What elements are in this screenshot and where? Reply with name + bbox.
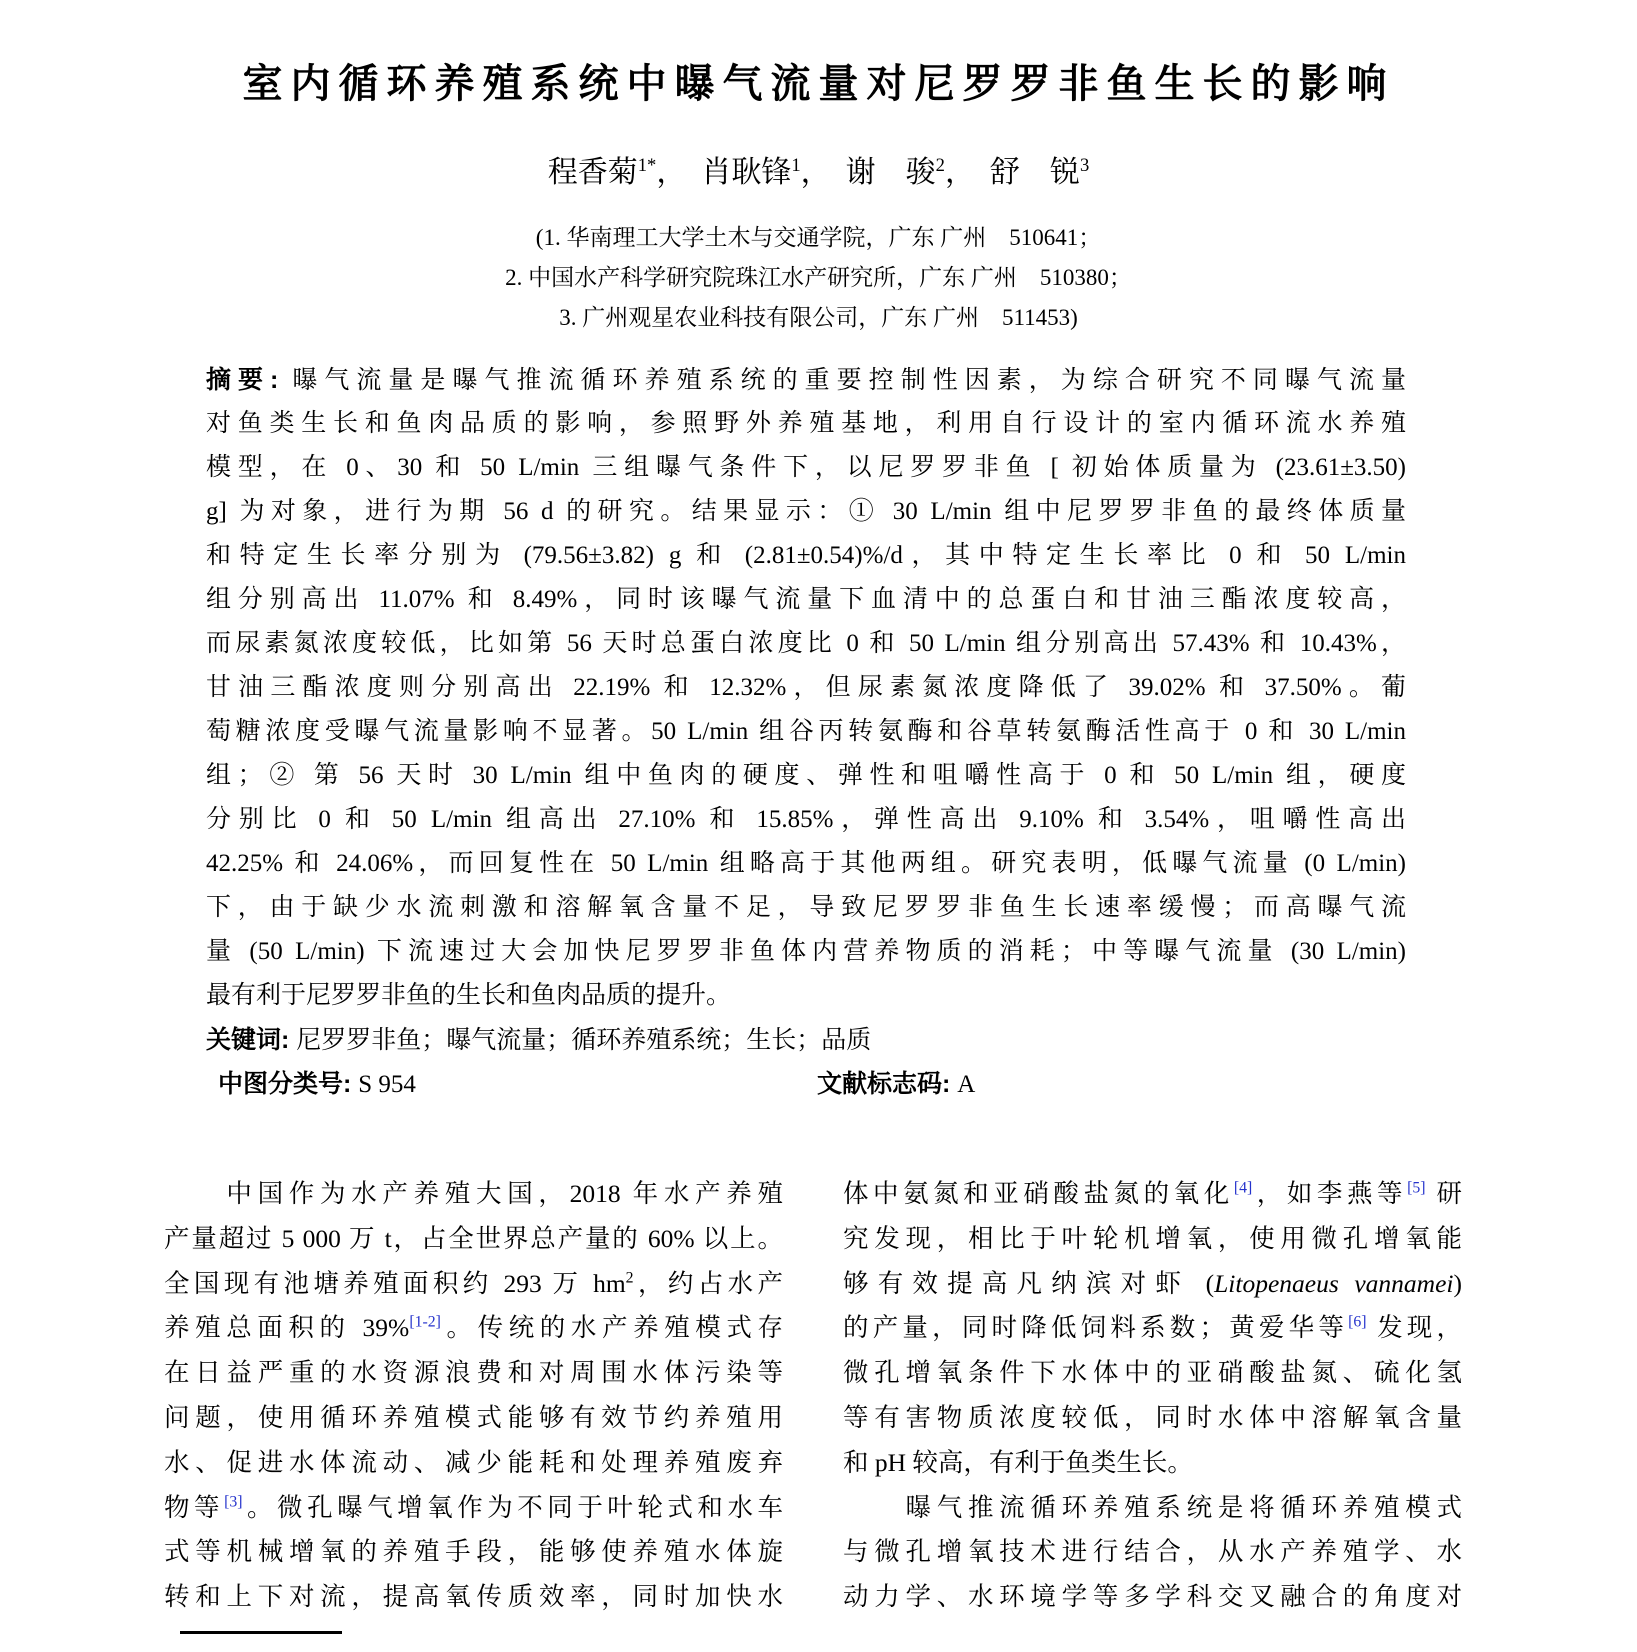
keywords-label: 关键词: [206,1026,297,1054]
abstract-line [206,446,1406,490]
abstract-line [206,842,1406,886]
text-segment: 产量超过 5 000 万 t，占全世界总产量的 60% 以上。 [164,1223,783,1253]
body-line [843,1530,1462,1575]
text-segment: 曝气流量是曝气推流循环养殖系统的重要控制性因素，为综合研究不同曝气流量 [292,367,1406,394]
right-column [843,1172,1462,1620]
abstract-line [206,754,1406,798]
text-segment: 。传统的水产养殖模式存 [440,1313,783,1343]
text-segment: 甘油三酯浓度则分别高出 22.19% 和 12.32%，但尿素氮浓度降低了 39.02% 和 37.50%。葡 [206,674,1406,701]
species-latin-name: Litopenaeus vannamei [1214,1268,1454,1298]
body-line [164,1575,783,1620]
keywords-line [206,1018,1406,1063]
body-line [164,1351,783,1396]
text-segment: 最有利于尼罗罗非鱼的生长和鱼肉品质的提升。 [206,982,732,1009]
abstract-section [206,358,1406,1018]
body-line [164,1530,783,1575]
text-segment: 养殖总面积的 39% [164,1313,410,1343]
text-segment: 组；② 第 56 天时 30 L/min 组中鱼肉的硬度、弹性和咀嚼性高于 0 和 50 L/min 组，硬度 [206,762,1406,789]
abstract-line [206,358,1406,402]
abstract-line [206,886,1406,930]
affiliation-line [0,218,1637,258]
body-line [164,1172,783,1217]
superscript: 2 [935,155,945,176]
body-line [843,1441,1462,1486]
body-line [843,1396,1462,1441]
clc-item [218,1062,416,1107]
text-segment: ， 谢 骏 [800,156,936,189]
text-segment: 对鱼类生长和鱼肉品质的影响，参照野外养殖基地，利用自行设计的室内循环流水养殖 [206,410,1406,437]
body-line [164,1262,783,1307]
text-segment: 微孔增氧条件下水体中的亚硝酸盐氮、硫化氢 [843,1358,1462,1388]
body-line [843,1306,1462,1351]
doc-code-item [817,1062,975,1107]
text-segment: 式等机械增氧的养殖手段，能够使养殖水体旋 [164,1537,783,1567]
text-segment: 动力学、水环境学等多学科交叉融合的角度对 [843,1582,1462,1612]
text-segment: 而尿素氮浓度较低，比如第 56 天时总蛋白浓度比 0 和 50 L/min 组分别高出 57.43% 和 10.43%， [206,630,1406,657]
text-segment: 分别比 0 和 50 L/min 组高出 27.10% 和 15.85%，弹性高出 9.10% 和 3.54%，咀嚼性高出 [206,806,1406,833]
text-segment: 42.25% 和 24.06%，而回复性在 50 L/min 组略高于其他两组。研究表明，低曝气流量 (0 L/min) [206,850,1406,877]
reference-link[interactable]: [5] [1407,1179,1426,1197]
text-segment: 。微孔曝气增氧作为不同于叶轮式和水车 [242,1492,783,1522]
affiliation-line [0,258,1637,298]
text-segment: ，如李燕等 [1252,1179,1408,1208]
body-line [843,1486,1462,1531]
reference-link[interactable]: [4] [1233,1179,1253,1197]
body-line [164,1306,783,1351]
text-segment: 问题，使用循环养殖模式能够有效节约养殖用 [164,1402,783,1432]
text-segment: 够有效提高凡纳滨对虾 ( [843,1268,1215,1298]
text-segment: 究发现，相比于叶轮机增氧，使用微孔增氧能 [843,1223,1462,1253]
abstract-line [206,710,1406,754]
text-segment: 发现， [1366,1313,1462,1343]
body-line [843,1351,1462,1396]
body-line [164,1486,783,1531]
clc-value: S 954 [358,1071,416,1098]
abstract-line [206,974,1406,1018]
text-segment: ) [1453,1268,1462,1298]
text-segment: 2. 中国水产科学研究院珠江水产研究所，广东 广州 510380； [505,265,1132,290]
body-line [164,1441,783,1486]
body-line [843,1575,1462,1620]
abstract-line [206,930,1406,974]
author-name-line [0,150,1637,196]
superscript: 1 [791,155,801,176]
paper-title: 室内循环养殖系统中曝气流量对尼罗罗非鱼生长的影响 [242,62,1395,106]
text-segment: ， 肖耿锋 [656,156,792,189]
text-segment: 量 (50 L/min) 下流速过大会加快尼罗罗非鱼体内营养物质的消耗；中等曝气流量 (30 L/min) [206,938,1406,965]
abstract-line [206,666,1406,710]
body-columns [164,1172,1462,1620]
text-segment: 水、促进水体流动、减少能耗和处理养殖废弃 [164,1447,783,1477]
doc-code-label: 文献标志码: [817,1070,958,1098]
abstract-line [206,534,1406,578]
text-segment: 在日益严重的水资源浪费和对周围水体污染等 [164,1358,783,1388]
keywords-text: 尼罗罗非鱼；曝气流量；循环养殖系统；生长；品质 [296,1027,872,1054]
abstract-line [206,798,1406,842]
text-segment: 组分别高出 11.07% 和 8.49%，同时该曝气流量下血清中的总蛋白和甘油三酯浓度较高， [206,586,1406,613]
text-segment: 模型，在 0、30 和 50 L/min 三组曝气条件下，以尼罗罗非鱼 [ 初始体质量为 (23.61±3.50) [206,454,1406,481]
abstract-line [206,578,1406,622]
text-segment: ， 舒 锐 [944,156,1080,189]
text-segment: 物等 [164,1492,225,1522]
body-line [843,1262,1462,1307]
text-segment: 和特定生长率分别为 (79.56±3.82) g 和 (2.81±0.54)%/d，其中特定生长率比 0 和 50 L/min [206,542,1406,569]
text-segment: 中国作为水产养殖大国，2018 年水产养殖 [164,1179,783,1208]
reference-link[interactable]: [1-2] [409,1313,441,1331]
abstract-line [206,490,1406,534]
text-segment: 的产量，同时降低饲料系数；黄爱华等 [843,1313,1349,1343]
text-segment: g] 为对象，进行为期 56 d 的研究。结果显示：① 30 L/min 组中尼罗罗非鱼的最终体质量 [206,498,1406,525]
text-segment: 曝气推流循环养殖系统是将循环养殖模式 [843,1492,1462,1522]
abstract-line [206,402,1406,446]
superscript: 2 [625,1269,634,1287]
text-segment: 等有害物质浓度较低，同时水体中溶解氧含量 [843,1402,1462,1432]
superscript: 3 [1079,155,1090,176]
text-segment: 全国现有池塘养殖面积约 293 万 hm [164,1268,626,1298]
footnote-rule [180,1631,342,1634]
affiliation-line [0,298,1637,338]
text-segment: 3. 广州观星农业科技有限公司，广东 广州 511453) [559,305,1078,330]
reference-link[interactable]: [3] [224,1493,243,1511]
text-segment: ，约占水产 [633,1268,783,1298]
body-line [164,1396,783,1441]
text-segment: 程香菊 [547,156,638,189]
doc-code-value: A [957,1071,976,1098]
text-segment: 和 pH 较高，有利于鱼类生长。 [843,1447,1193,1477]
body-line [164,1217,783,1262]
affiliations [0,218,1637,338]
text-segment: 下，由于缺少水流刺激和溶解氧含量不足，导致尼罗罗非鱼生长速率缓慢；而高曝气流 [206,894,1406,921]
authors-line [0,150,1637,196]
left-column [164,1172,783,1620]
text-segment: (1. 华南理工大学土木与交通学院，广东 广州 510641； [535,225,1102,250]
superscript: 1* [637,155,657,176]
text-segment: 研 [1425,1179,1462,1208]
reference-link[interactable]: [6] [1348,1313,1367,1331]
body-line [843,1217,1462,1262]
clc-label: 中图分类号: [218,1070,359,1098]
text-segment: 体中氨氮和亚硝酸盐氮的氧化 [843,1179,1234,1208]
bold-label: 摘要: [206,366,293,394]
abstract-line [206,622,1406,666]
text-segment: 转和上下对流，提高氧传质效率，同时加快水 [164,1582,783,1612]
text-segment: 萄糖浓度受曝气流量影响不显著。50 L/min 组谷丙转氨酶和谷草转氨酶活性高于 0 和 30 L/min [206,718,1406,745]
body-line [843,1172,1462,1217]
text-segment: 与微孔增氧技术进行结合，从水产养殖学、水 [843,1537,1462,1567]
